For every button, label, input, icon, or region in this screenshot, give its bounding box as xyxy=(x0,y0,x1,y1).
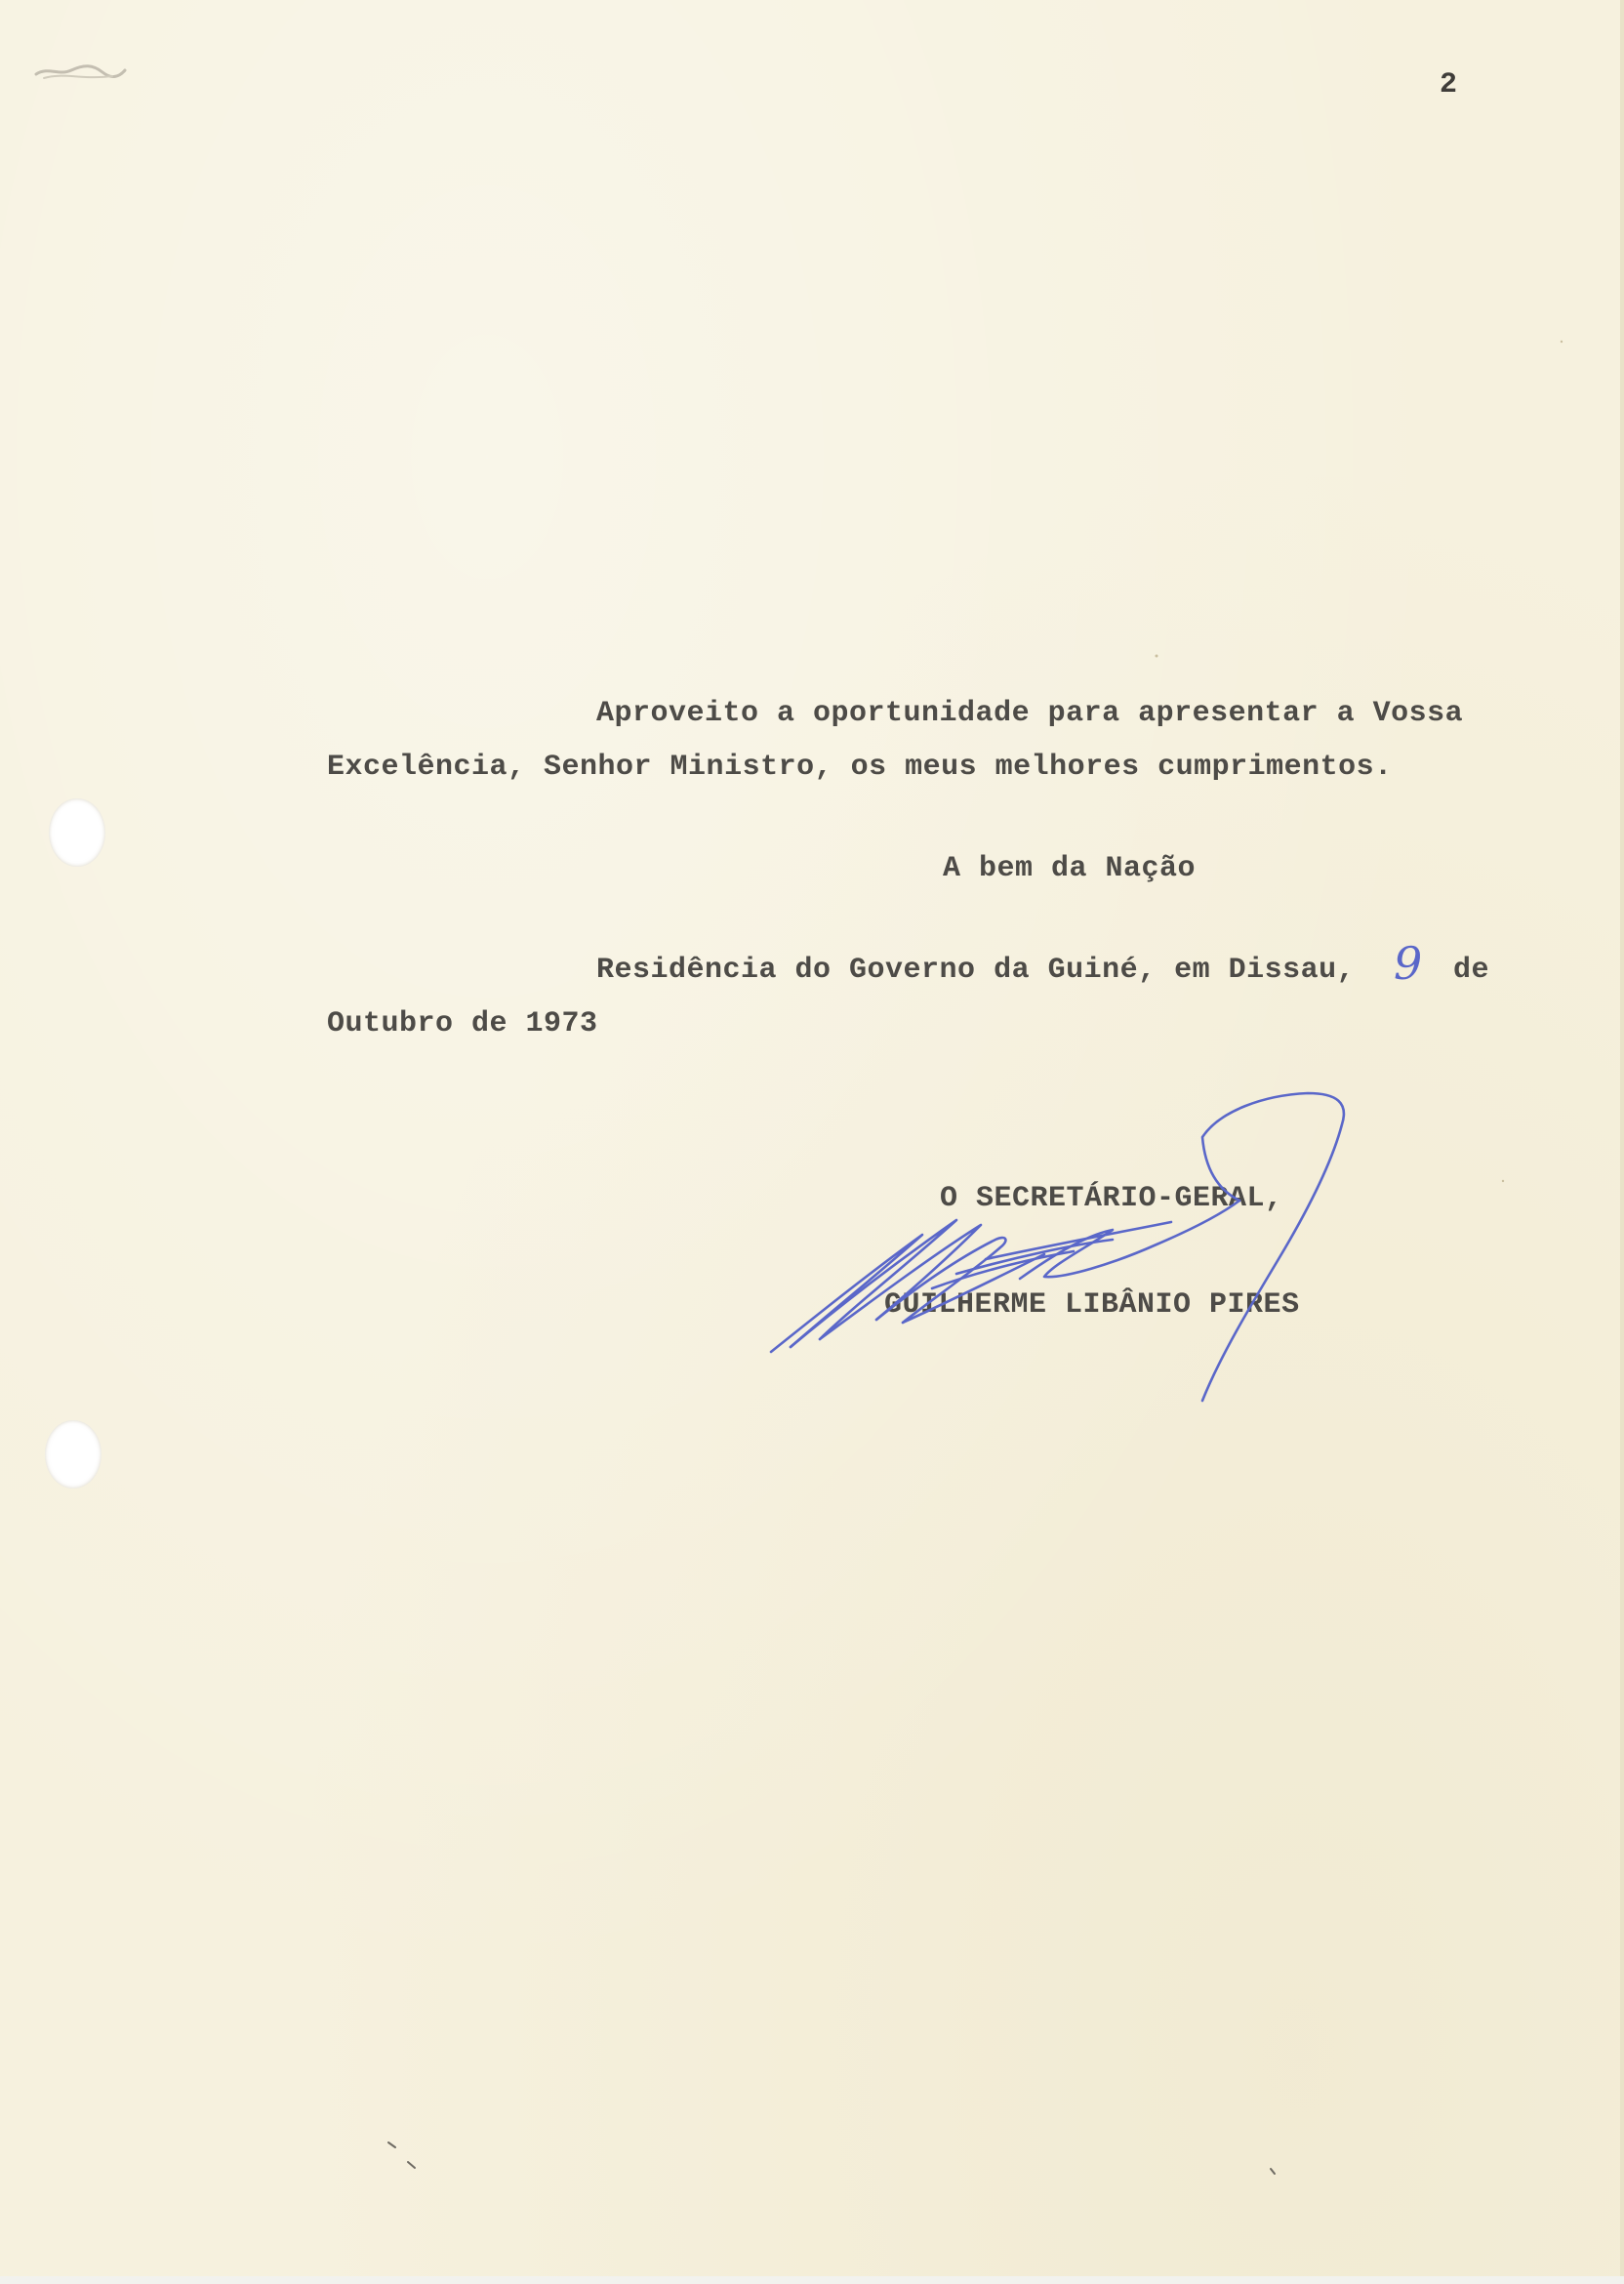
closing-formula: A bem da Nação xyxy=(943,852,1197,885)
handwritten-day: 9 xyxy=(1394,937,1423,990)
body-line: Excelência, Senhor Ministro, os meus melhores cumprimentos. xyxy=(327,751,1393,784)
signatory-title: O SECRETÁRIO-GERAL, xyxy=(940,1182,1283,1215)
place-date-line: Residência do Governo da Guiné, em Dissau, xyxy=(596,954,1356,987)
date-line: Outubro de 1973 xyxy=(327,1007,598,1040)
signatory-name: GUILHERME LIBÂNIO PIRES xyxy=(884,1288,1300,1322)
body-line: Aproveito a oportunidade para apresentar a Vossa xyxy=(596,697,1464,730)
page-number: 2 xyxy=(1440,68,1458,102)
place-date-suffix: de xyxy=(1453,954,1490,987)
